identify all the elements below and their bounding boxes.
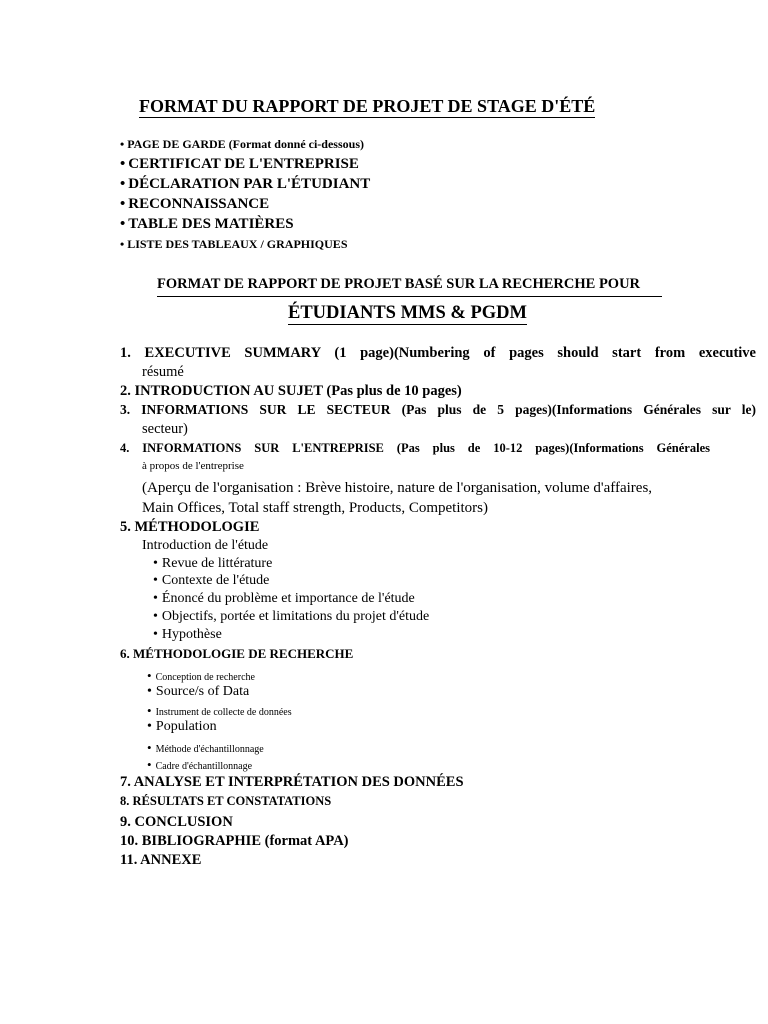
section-heading: FORMAT DE RAPPORT DE PROJET BASÉ SUR LA RECHERCHE POUR <box>157 275 662 297</box>
bullet-icon: • <box>120 216 126 232</box>
document-title: FORMAT DU RAPPORT DE PROJET DE STAGE D'ÉTÉ <box>139 96 596 116</box>
outline-item-1-continuation: résumé <box>142 364 184 380</box>
outline-item-7: 7. ANALYSE ET INTERPRÉTATION DES DONNÉES <box>120 774 464 790</box>
bullet-icon: • <box>153 573 158 588</box>
bullet-icon: • <box>147 684 152 699</box>
bullet-icon: • <box>153 556 158 571</box>
sub-list-item: • Revue de littérature <box>153 556 273 571</box>
list-item: • CERTIFICAT DE L'ENTREPRISE <box>120 156 359 172</box>
outline-item-11: 11. ANNEXE <box>120 852 202 868</box>
sub-list-item: • Méthode d'échantillonnage <box>147 740 264 755</box>
bullet-icon: • <box>147 703 152 718</box>
list-item: • RECONNAISSANCE <box>120 196 270 212</box>
bullet-icon: • <box>153 627 158 642</box>
section-subheading: ÉTUDIANTS MMS & PGDM <box>288 303 527 323</box>
outline-item-10: 10. BIBLIOGRAPHIE (format APA) <box>120 833 349 849</box>
sub-list-item: • Hypothèse <box>153 627 222 642</box>
outline-item-5-intro: Introduction de l'étude <box>142 538 269 553</box>
outline-item-9: 9. CONCLUSION <box>120 814 233 830</box>
list-item: • TABLE DES MATIÈRES <box>120 216 294 232</box>
bullet-icon: • <box>147 719 152 734</box>
outline-item-1: 1. EXECUTIVE SUMMARY (1 page)(Numbering of pages should start from executive <box>120 345 756 361</box>
outline-item-2: 2. INTRODUCTION AU SUJET (Pas plus de 10 pages) <box>120 383 462 399</box>
outline-item-4: 4. INFORMATIONS SUR L'ENTREPRISE (Pas plus de 10-12 pages)(Informations Générales <box>120 441 710 455</box>
list-item: • LISTE DES TABLEAUX / GRAPHIQUES <box>120 237 348 251</box>
outline-item-4-continuation: à propos de l'entreprise <box>142 460 244 472</box>
list-item: • DÉCLARATION PAR L'ÉTUDIANT <box>120 176 371 192</box>
sub-list-item: • Instrument de collecte de données <box>147 703 292 718</box>
outline-item-8: 8. RÉSULTATS ET CONSTATATIONS <box>120 794 332 808</box>
bullet-icon: • <box>153 591 158 606</box>
bullet-icon: • <box>120 176 126 192</box>
outline-item-3-continuation: secteur) <box>142 421 188 437</box>
sub-list-item: • Conception de recherche <box>147 668 255 683</box>
bullet-icon: • <box>120 196 126 212</box>
bullet-icon: • <box>120 237 125 251</box>
bullet-icon: • <box>153 609 158 624</box>
bullet-icon: • <box>147 757 152 772</box>
outline-item-6: 6. MÉTHODOLOGIE DE RECHERCHE <box>120 646 354 661</box>
bullet-icon: • <box>147 668 152 683</box>
bullet-icon: • <box>120 156 126 172</box>
sub-list-item: • Population <box>147 719 217 734</box>
outline-item-5: 5. MÉTHODOLOGIE <box>120 519 260 535</box>
outline-item-4-description: (Aperçu de l'organisation : Brève histoire, nature de l'organisation, volume d'affaires, <box>142 480 653 496</box>
sub-list-item: • Objectifs, portée et limitations du projet d'étude <box>153 609 430 624</box>
sub-list-item: • Contexte de l'étude <box>153 573 270 588</box>
bullet-icon: • <box>147 740 152 755</box>
outline-item-3: 3. INFORMATIONS SUR LE SECTEUR (Pas plus de 5 pages)(Informations Générales sur le) <box>120 402 756 417</box>
outline-item-4-description-2: Main Offices, Total staff strength, Products, Competitors) <box>142 500 488 516</box>
front-matter-list <box>120 134 370 254</box>
bullet-icon: • <box>120 137 125 151</box>
sub-list-item: • Énoncé du problème et importance de l'étude <box>153 591 415 606</box>
sub-list-item: • Cadre d'échantillonnage <box>147 757 253 772</box>
sub-list-item: • Source/s of Data <box>147 684 250 699</box>
list-item: • PAGE DE GARDE (Format donné ci-dessous) <box>120 137 364 151</box>
